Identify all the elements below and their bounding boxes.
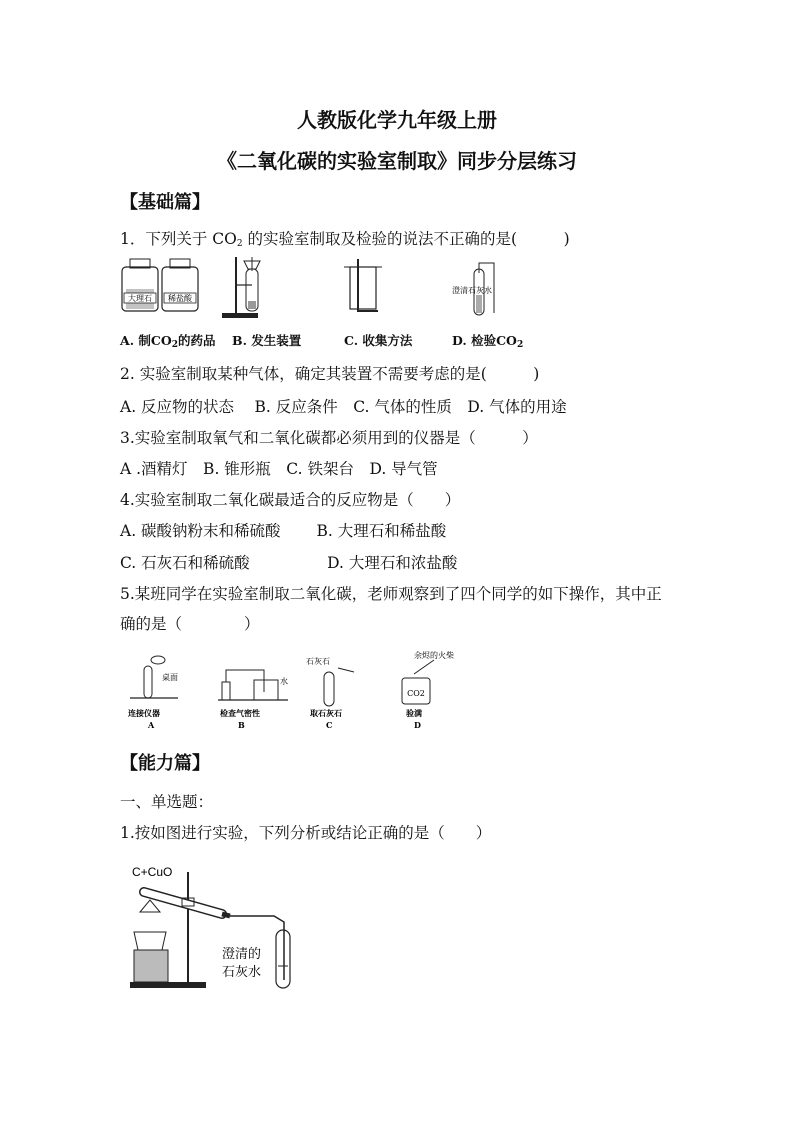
question-5-line1: 5.某班同学在实验室制取二氧化碳，老师观察到了四个同学的如下操作，其中正	[120, 585, 662, 603]
limewater-line1: 澄清的	[222, 947, 262, 962]
ability-section-heading: 【能力篇】	[120, 753, 210, 774]
q1-apparatus-figure	[118, 255, 538, 330]
alcohol-lamp	[134, 900, 168, 982]
caption-d: D. 检验$CO_2$	[452, 333, 524, 350]
ability-question-1: 1.按如图进行实验，下列分析或结论正确的是（ ）	[120, 824, 492, 842]
limewater-tube	[222, 930, 290, 988]
operation-c	[306, 656, 354, 730]
limewater-line2: 石灰水	[222, 965, 262, 980]
question-4: 4.实验室制取二氧化碳最适合的反应物是（ ）	[120, 491, 461, 509]
question-4-options-row1: A. 碳酸钠粉末和稀硫酸 B. 大理石和稀盐酸	[120, 522, 447, 540]
b-caption: 检查气密性	[220, 708, 260, 718]
acid-bottle	[162, 259, 198, 311]
reduction-experiment-figure	[126, 862, 306, 994]
c-letter: C	[326, 720, 333, 730]
basic-section-heading: 【基础篇】	[120, 192, 210, 213]
collection-apparatus	[344, 259, 382, 311]
question-4-options-row2: C. 石灰石和稀硫酸 D. 大理石和浓盐酸	[120, 554, 458, 572]
c-label: 石灰石	[306, 657, 330, 666]
generator-apparatus	[222, 257, 260, 318]
d-bottle-label: CO2	[407, 689, 425, 698]
page-subtitle: 《二氧化碳的实验室制取》同步分层练习	[217, 149, 577, 173]
question-1	[120, 227, 570, 249]
question-5-line2: 确的是（ ）	[120, 615, 260, 633]
d-letter: D	[414, 720, 421, 730]
b-label: 水	[280, 677, 288, 686]
question-3-options: A .酒精灯 B. 锥形瓶 C. 铁架台 D. 导气管	[120, 460, 438, 478]
operation-b	[218, 670, 288, 730]
caption-b: B. 发生装置	[232, 333, 302, 348]
b-letter: B	[238, 720, 245, 730]
q1-prefix: 1．下列关于 CO	[120, 230, 237, 248]
question-3: 3.实验室制取氧气和二氧化碳都必须用到的仪器是（ ）	[120, 429, 538, 447]
acid-label: 稀盐酸	[168, 294, 192, 303]
a-letter: A	[148, 720, 155, 730]
c-caption: 取石灰石	[310, 708, 342, 718]
caption-a: A. 制$CO_2$的药品	[120, 333, 216, 350]
limewater-test	[452, 263, 494, 315]
d-caption: 验满	[406, 708, 422, 718]
q1-sub: 2	[236, 239, 243, 249]
question-2-options: A. 反应物的状态 B. 反应条件 C. 气体的性质 D. 气体的用途	[120, 398, 567, 416]
q5-operations-figure	[128, 646, 488, 732]
q1-suffix: 的实验室制取及检验的说法不正确的是( )	[242, 230, 570, 248]
a-label: 桌面	[162, 673, 178, 682]
question-2: 2. 实验室制取某种气体，确定其装置不需要考虑的是( )	[120, 365, 540, 383]
operation-d	[402, 650, 454, 730]
operation-a	[128, 656, 178, 730]
marble-label: 大理石	[128, 294, 152, 303]
d-label: 余烬的火柴	[414, 651, 454, 660]
limewater-label: 澄清石灰水	[452, 286, 492, 295]
single-choice-heading: 一、单选题：	[120, 793, 214, 811]
a-caption: 连接仪器	[128, 708, 160, 718]
page-title: 人教版化学九年级上册	[297, 108, 497, 132]
caption-c: C. 收集方法	[344, 333, 413, 348]
marble-bottle	[122, 259, 158, 311]
reactants-label: C+CuO	[132, 865, 173, 879]
